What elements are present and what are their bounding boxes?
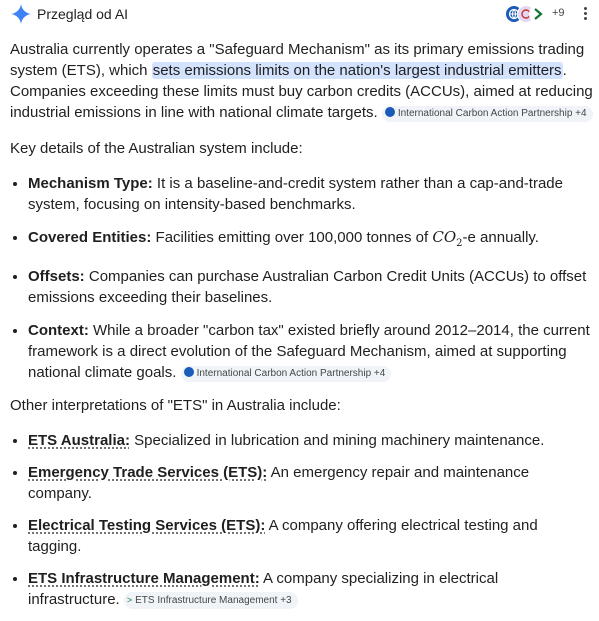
source-chip[interactable] (181, 366, 392, 382)
source-chip-label: International Carbon Action Partnership +4 (397, 108, 587, 119)
item-label-link[interactable]: ETS Infrastructure Management: (28, 570, 260, 587)
intro-paragraph (10, 39, 594, 123)
source-chip[interactable] (382, 106, 593, 122)
item-text: Companies can purchase Australian Carbon Credit Units (ACCUs) to offset emissions exceeding their baselines. (28, 268, 587, 306)
ai-overview-header (0, 0, 599, 30)
list-item (28, 430, 594, 451)
source-count[interactable]: +9 (552, 7, 565, 19)
item-label: Context: (28, 322, 89, 339)
item-text: An emergency repair and maintenance company. (28, 464, 530, 502)
other-interpretations-heading: Other interpretations of "ETS" in Australia include: (10, 397, 341, 414)
list-item (28, 173, 594, 215)
list-item (28, 462, 594, 504)
source-chip-label: ETS Infrastructure Management +3 (135, 595, 292, 606)
intro-text-1: Australia currently operates a "Safeguard Mechanism" as its primary emissions trading system (ETS), which (10, 41, 585, 79)
list-item (28, 320, 594, 383)
co2-formula: $CO_2$ (432, 228, 463, 249)
item-label: Mechanism Type: (28, 175, 153, 192)
more-options-icon[interactable] (578, 5, 592, 25)
ai-overview-content (10, 39, 594, 621)
item-text: While a broader "carbon tax" existed briefly around 2012–2014, the current framework is a direct evolution of the Safeguard Mechanism, aimed at supporting national climate goals. (28, 322, 590, 381)
item-text-end: -e annually. (462, 229, 539, 246)
item-label-link[interactable]: ETS Australia: (28, 432, 130, 449)
item-label: Offsets: (28, 268, 85, 285)
icap-logo-icon (184, 367, 194, 377)
item-text: A company offering electrical testing and tagging. (28, 517, 538, 555)
key-details-list (10, 173, 594, 383)
source-arrow-icon[interactable] (529, 5, 547, 23)
arrow-logo-icon: > (126, 595, 133, 605)
item-text: Facilities emitting over 100,000 tonnes of (151, 229, 433, 246)
ai-overview-title: Przegląd od AI (37, 6, 129, 22)
item-label-link[interactable]: Electrical Testing Services (ETS): (28, 517, 266, 534)
source-chip-label: International Carbon Action Partnership +4 (196, 368, 386, 379)
intro-highlight: sets emissions limits on the nation's largest industrial emitters (152, 62, 562, 79)
key-details-heading: Key details of the Australian system include: (10, 140, 303, 157)
icap-logo-icon (385, 107, 395, 117)
other-interpretations-list (10, 430, 594, 610)
list-item (28, 568, 594, 610)
item-label-link[interactable]: Emergency Trade Services (ETS): (28, 464, 268, 481)
item-text: It is a baseline-and-credit system rather than a cap-and-trade system, focusing on intensity-based benchmarks. (28, 175, 563, 213)
list-item (28, 266, 594, 308)
item-text: Specialized in lubrication and mining machinery maintenance. (129, 432, 545, 449)
list-item (28, 515, 594, 557)
intro-text-2: . Companies exceeding these limits must buy carbon credits (ACCUs), aimed at reducing industrial emissions in line with national climate targets. (10, 62, 593, 121)
item-label: Covered Entities: (28, 229, 152, 246)
item-text: A company specializing in electrical infrastructure. (28, 570, 499, 608)
source-chip[interactable] (124, 592, 298, 609)
ai-sparkle-icon (11, 4, 31, 24)
list-item (28, 227, 594, 254)
